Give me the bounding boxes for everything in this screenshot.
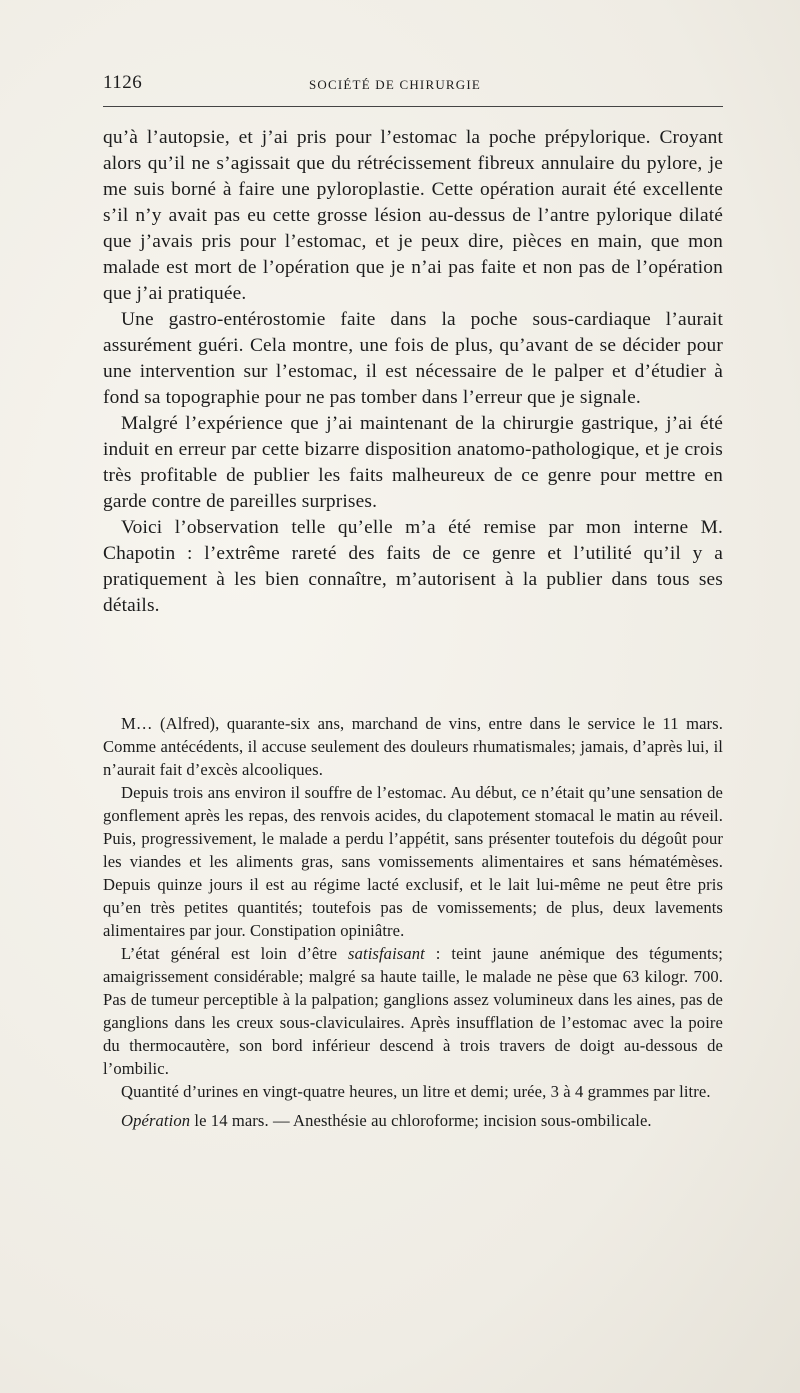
observation-text — [103, 712, 723, 1132]
main-text — [103, 125, 723, 619]
observation-paragraph: Depuis trois ans environ il souffre de l’estomac. Au début, ce n’était qu’une sensation de gonflement après les repas, des renvois acides, du clapotement stomacal le matin au réveil. Puis, progressivement, le malade a perdu l’appétit, sans présenter toutefois du dégoût pour les viandes et les aliments gras, sans vomissements alimentaires et sans hématémèses. Depuis quinze jours il est au régime lacté exclusif, et le lait lui-même ne peut être pris qu’en très petites quantités; toutefois pas de vomissements; de plus, deux lavements alimentaires par jour. Constipation opiniâtre. — [103, 783, 723, 940]
page-header — [103, 72, 723, 96]
emphasis: Opération — [121, 1111, 191, 1130]
paragraph: Voici l’observation telle qu’elle m’a été remise par mon interne M. Chapotin : l’extrême rareté des faits de ce genre et l’utilité qu’il y a pratiquement à les bien connaître, m’autorisent à la publier dans tous ses détails. — [103, 517, 723, 616]
text-run: le 14 mars. — Anesthésie au chloroforme; incision sous-ombilicale. — [190, 1111, 652, 1130]
observation-paragraph: Quantité d’urines en vingt-quatre heures, un litre et demi; urée, 3 à 4 grammes par litre. — [121, 1082, 711, 1101]
header-rule — [103, 106, 723, 107]
paragraph: qu’à l’autopsie, et j’ai pris pour l’estomac la poche prépylorique. Croyant alors qu’il ne s’agissait que du rétrécissement fibreux annulaire du pylore, je me suis borné à faire une pyloroplastie. Cette opération aurait été excellente s’il n’y avait pas eu cette grosse lésion au-dessus de l’antre pylorique dilaté que j’avais pris pour l’estomac, et je peux dire, pièces en main, que mon malade est mort de l’opération que je n’ai pas faite et non pas de l’opération que j’ai pratiquée. — [103, 127, 723, 304]
emphasis: satisfaisant — [348, 944, 425, 963]
text-run: L’état général est loin d’être — [121, 944, 349, 963]
text-run: : teint jaune anémique des téguments; amaigrissement considérable; malgré sa haute taille, le malade ne pèse que 63 kilogr. 700. Pas de tumeur perceptible à la palpation; ganglions assez volumineux dans les aines, pas de ganglions dans les creux sous-claviculaires. Après insufflation de l’estomac avec la poire du thermocautère, son bord inférieur descend à trois travers de doigt au-dessous de l’ombilic. — [103, 944, 723, 1078]
operation-paragraph — [103, 1109, 723, 1132]
running-title: SOCIÉTÉ DE CHIRURGIE — [309, 77, 482, 92]
page-number: 1126 — [103, 72, 143, 93]
paragraph: Une gastro-entérostomie faite dans la poche sous-cardiaque l’aurait assurément guéri. Cela montre, une fois de plus, qu’avant de se décider pour une intervention sur l’estomac, il est nécessaire de le palper et d’étudier à fond sa topographie pour ne pas tomber dans l’erreur que je signale. — [103, 309, 723, 408]
observation-paragraph: M… (Alfred), quarante-six ans, marchand de vins, entre dans le service le 11 mars. Comme antécédents, il accuse seulement des douleurs rhumatismales; jamais, d’après lui, il n’aurait fait d’excès alcooliques. — [103, 714, 723, 779]
observation-paragraph — [103, 942, 723, 1080]
paragraph: Malgré l’expérience que j’ai maintenant de la chirurgie gastrique, j’ai été induit en erreur par cette bizarre disposition anatomo-pathologique, et je crois très profitable de publier les faits malheureux de ce genre pour mettre en garde contre de pareilles surprises. — [103, 413, 723, 512]
